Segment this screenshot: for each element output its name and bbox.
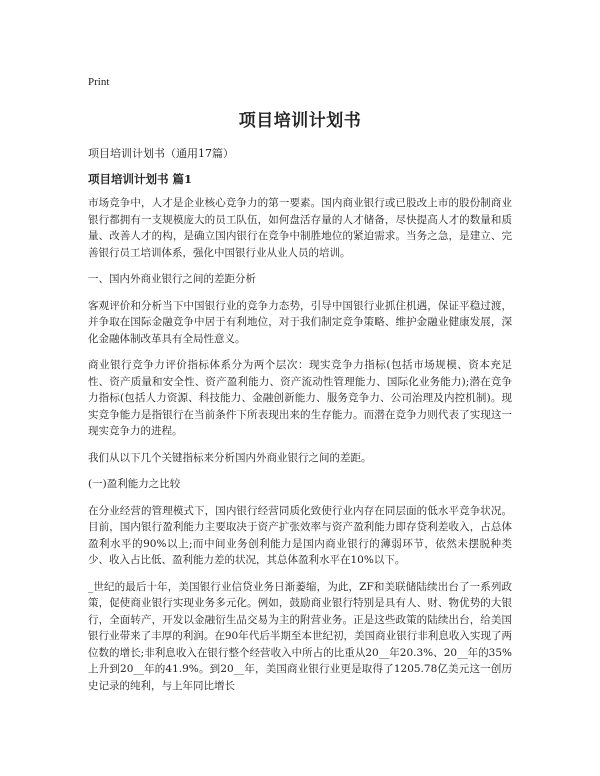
sub-heading: (一)盈利能力之比较 [88,478,181,490]
document-title: 项目培训计划书 [238,111,362,131]
paragraph: 商业银行竞争力评价指标体系分为两个层次：现实竞争力指标(包括市场规模、资本充足性、资产质量和安全性、资产盈利能力、资产流动性管理能力、国际化业务能力);潜在竞争力指标(包括人力资源、科技能力、金融创新能力、服务竞争力、公司治理及内控机制)。现实竞争能力是指银行在当前条件下所表现出来的生存能力。而潜在竞争力则代表了实现这一现实竞争力的进程。 [88,359,512,437]
section-heading: 项目培训计划书 篇1 [88,172,193,186]
document-page [88,70,512,704]
paragraph: 在分业经营的管理模式下，国内银行经营同质化致使行业内存在同层面的低水平竞争状况。目前，国内银行盈利能力主要取决于资产扩张效率与资产盈利能力即存贷利差收入，占总体盈利水平的90%以上;而中间业务创利能力是国内商业银行的薄弱环节，依然未摆脱种类少、收入占比低、盈利能力差的状况，其总体盈利水平在10%以下。 [88,504,512,566]
document-subtitle: 项目培训计划书（通用17篇） [88,147,234,160]
paragraph: _世纪的最后十年，美国银行业信贷业务日渐萎缩，为此，ZF和美联储陆续出台了一系列政策，促使商业银行实现业务多元化。例如，鼓励商业银行特别是具有人、财、物优势的大银行，全面转产，开发以金融衍生品交易为主的附营业务。正是这些政策的陆续出台，给美国银行业带来了丰厚的利润。在90年代后半期至本世纪初，美国商业银行非利息收入实现了两位数的增长;非利息收入在银行整个经营收入中所占的比重从20__年20.3%、20__年的35%上升到20__年的41.9%。到20__年，美国商业银行业更是取得了1205.78亿美元这一创历史记录的纯利，与上年同比增长 [88,580,512,692]
paragraph: 客观评价和分析当下中国银行业的竞争力态势，引导中国银行业抓住机遇，保证平稳过渡，并争取在国际金融竞争中居于有利地位，对于我们制定竞争策略、维护金融业健康发展，深化金融体制改革具有全局性意义。 [88,299,512,345]
print-link[interactable]: Print [88,76,110,88]
sub-heading: 一、国内外商业银行之间的差距分析 [88,273,256,285]
paragraph: 我们从以下几个关键指标来分析国内外商业银行之间的差距。 [88,451,372,464]
paragraph: 市场竞争中，人才是企业核心竞争力的第一要素。国内商业银行或已股改上市的股份制商业银行都拥有一支规模庞大的员工队伍，如何盘活存量的人才储备，尽快提高人才的数量和质量、改善人才的构，是确立国内银行在竞争中制胜地位的紧迫需求。当务之急，是建立、完善银行员工培训体系，强化中国银行业从业人员的培训。 [88,197,512,259]
